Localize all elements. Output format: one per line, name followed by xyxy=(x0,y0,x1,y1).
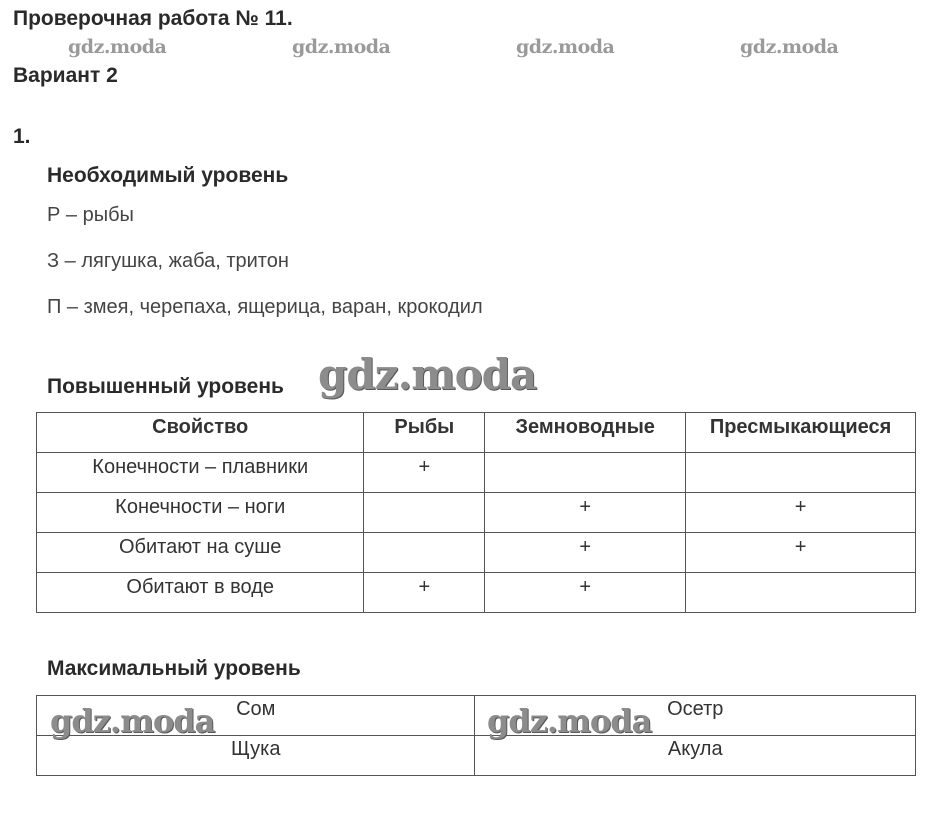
table-cell: + xyxy=(686,493,916,533)
watermark-large: gdz.moda xyxy=(318,350,537,399)
properties-table xyxy=(36,412,916,613)
table-cell xyxy=(364,493,485,533)
table-cell: Осетр xyxy=(475,696,916,736)
table-row xyxy=(37,573,916,613)
task-number: 1. xyxy=(13,125,31,148)
table-cell: Акула xyxy=(475,736,916,776)
watermark-1: gdz.moda xyxy=(68,36,167,58)
max-level-heading: Максимальный уровень xyxy=(47,657,301,680)
table-cell xyxy=(686,453,916,493)
table-cell: + xyxy=(364,453,485,493)
watermark-table-left: gdz.moda xyxy=(50,702,215,740)
table-cell: Щука xyxy=(37,736,475,776)
table-row xyxy=(37,493,916,533)
table-row xyxy=(37,453,916,493)
table-cell xyxy=(485,453,686,493)
table-cell: + xyxy=(485,573,686,613)
variant-label: Вариант 2 xyxy=(13,64,118,87)
table-cell: + xyxy=(485,533,686,573)
header-fish: Рыбы xyxy=(364,413,485,453)
advanced-level-heading: Повышенный уровень xyxy=(47,375,284,398)
table-header-row xyxy=(37,413,916,453)
watermark-3: gdz.moda xyxy=(516,36,615,58)
table-row xyxy=(37,533,916,573)
watermark-4: gdz.moda xyxy=(740,36,839,58)
required-line-amphibians: З – лягушка, жаба, тритон xyxy=(47,250,289,272)
table-cell: Обитают в воде xyxy=(37,573,364,613)
table-row xyxy=(37,736,916,776)
header-amphibians: Земноводные xyxy=(485,413,686,453)
header-reptiles: Пресмыкающиеся xyxy=(686,413,916,453)
required-line-fish: Р – рыбы xyxy=(47,204,134,226)
table-cell: + xyxy=(485,493,686,533)
table-cell: + xyxy=(364,573,485,613)
table-cell xyxy=(364,533,485,573)
watermark-2: gdz.moda xyxy=(292,36,391,58)
table-cell: Сом xyxy=(37,696,475,736)
table-cell: Конечности – плавники xyxy=(37,453,364,493)
page-title: Проверочная работа № 11. xyxy=(13,7,293,30)
watermark-table-right: gdz.moda xyxy=(487,702,652,740)
header-property: Свойство xyxy=(37,413,364,453)
table-cell: Обитают на суше xyxy=(37,533,364,573)
table-cell: Конечности – ноги xyxy=(37,493,364,533)
required-level-heading: Необходимый уровень xyxy=(47,164,289,187)
table-cell: + xyxy=(686,533,916,573)
table-cell xyxy=(686,573,916,613)
required-line-reptiles: П – змея, черепаха, ящерица, варан, крокодил xyxy=(47,296,483,318)
